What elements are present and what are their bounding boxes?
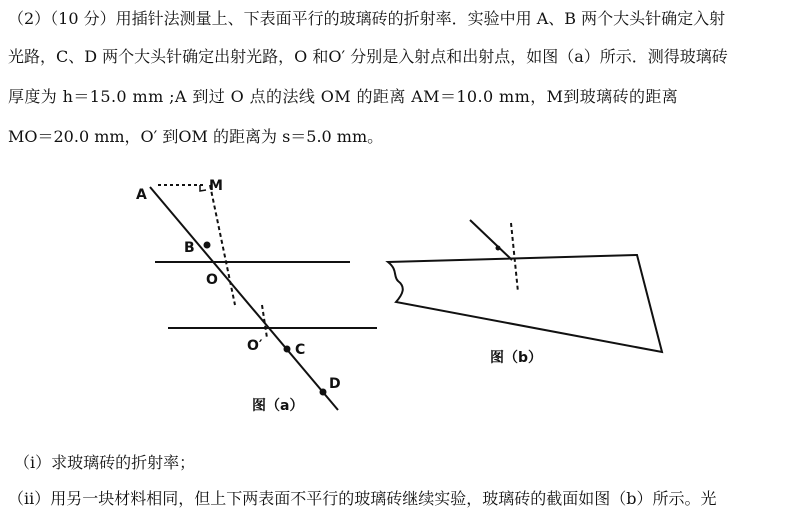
label-O: O [206, 272, 218, 288]
problem-text-line-1: （2）（10 分）用插针法测量上、下表面平行的玻璃砖的折射率．实验中用 A、B 两个大头针确定入射 [8, 9, 726, 28]
figure-b [388, 220, 662, 366]
pin-B [204, 242, 211, 249]
problem-text-line-3: 厚度为 h＝15.0 mm ;A 到过 O 点的法线 OM 的距离 AM＝10.0 mm，M到玻璃砖的距离 [8, 87, 679, 106]
pin-D [320, 389, 327, 396]
problem-text-line-4: MO＝20.0 mm，O′ 到OM 的距离为 s＝5.0 mm。 [8, 127, 384, 146]
pin-b [496, 246, 501, 251]
pin-C [284, 346, 291, 353]
problem-text-line-2: 光路，C、D 两个大头针确定出射光路，O 和O′ 分别是入射点和出射点，如图（a）所示．测得玻璃砖 [8, 47, 728, 66]
label-C: C [295, 342, 306, 358]
label-O-prime: O′ [247, 338, 263, 354]
incident-ray-b [470, 220, 512, 260]
label-A: A [136, 187, 147, 203]
question-1: （ⅰ）求玻璃砖的折射率； [14, 453, 196, 472]
label-B: B [184, 240, 195, 256]
label-D: D [329, 376, 341, 392]
label-M: M [209, 178, 223, 194]
figure-a-caption: 图（a） [252, 398, 304, 414]
light-ray [150, 187, 338, 410]
figure-a [136, 178, 377, 414]
wedge-glass-block [388, 255, 662, 352]
figure-b-caption: 图（b） [490, 350, 543, 366]
question-2: （ⅱ）用另一块材料相同，但上下两表面不平行的玻璃砖继续实验，玻璃砖的截面如图（b）所示。光 [8, 489, 717, 508]
